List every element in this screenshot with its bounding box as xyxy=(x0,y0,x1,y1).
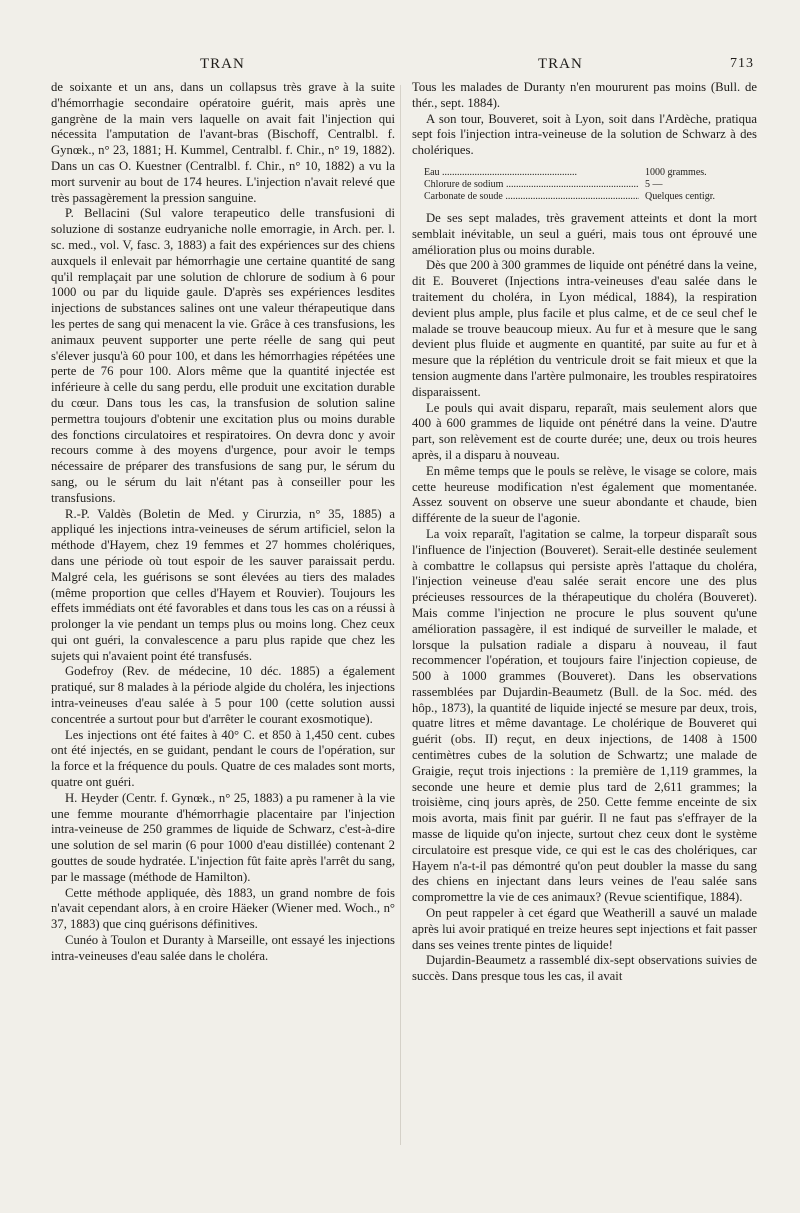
formula-row xyxy=(424,191,757,203)
paragraph: En même temps que le pouls se relève, le visage se colore, mais cette heureuse modification n'est également que momentanée. Assez souvent on observe une sueur abondante et chaude, bien différente de la sueur de l'agonie. xyxy=(412,463,757,526)
page-number: 713 xyxy=(730,56,754,71)
formula-item: Eau ..... xyxy=(424,167,639,179)
paragraph: Les injections ont été faites à 40° C. et 850 à 1,450 cent. cubes ont été injectés, en se guidant, pendant le cours de l'opération, sur la force et la fréquence du pouls. Quatre de ces malades sont morts, quatre ont guéri. xyxy=(51,727,395,790)
formula-table xyxy=(424,167,757,203)
paragraph: On peut rappeler à cet égard que Weatherill a sauvé un malade après lui avoir pratiqué en treize heures sept injections et fait passer dans ses veines trente pintes de liquide! xyxy=(412,906,757,952)
paragraph: Cette méthode appliquée, dès 1883, un grand nombre de fois n'avait cependant alors, à en croire Häeker (Wiener med. Woch., n° 37, 1883) que cinq guérisons définitives. xyxy=(51,885,395,932)
running-head-right: TRAN xyxy=(538,56,583,72)
paragraph: La voix reparaît, l'agitation se calme, la torpeur disparaît sous l'influence de l'injection (Bouveret). Serait-elle destinée seulement à combattre le collapsus qui persiste après l'attaque du choléra, l'injection veineuse d'eau salée serait encore une des plus précieuses ressources de la thérapeutique du choléra (Bouveret). Mais comme l'injection ne procure le plus souvent qu'une amélioration passagère, il est indiqué de surveiller le malade, et lorsque la pulsation radiale a disparu à nouveau, il faut recommencer l'opération, et toujours faire l'injection copieuse, de 500 à 1000 grammes (Bouveret). Dans les observations rassemblées par Dujardin-Beaumetz (Bull. de la Soc. méd. des hôp., 1873), la quantité de liquide injecté se mesure par deux, trois, quatre litres et même davantage. Le cholérique de Bouveret qui guérit (obs. II) reçut, en deux injections, de 1408 à 1500 centimètres cubes de la solution de Schwartz; une malade de Graigie, reçut trois injections : la première de 1,119 grammes, la seconde une heure et demie plus tard de 2,611 grammes; la troisième, cinq jours après, de 250. Cette femme enceinte de six mois avorta, mais finit par guérir. Il ne faut pas s'effrayer de la masse de liquide qu'on injecte, surtout chez ceux dont le système circulatoire est presque vide, ce qui est le cas des cholériques, car Hayem n'a-t-il pas démontré qu'on peut doubler la masse du sang des chiens en injectant dans leurs veines de l'eau salée sans compromettre la vie de ces animaux? (Revue scientifique, 1884). xyxy=(412,526,757,905)
formula-qty: Quelques centigr. xyxy=(645,190,715,202)
formula-row xyxy=(424,167,757,179)
formula-qty: 5 — xyxy=(645,178,663,190)
paragraph: Le pouls qui avait disparu, reparaît, mais seulement alors que 400 à 600 grammes de liquide ont pénétré dans la veine. D'autre part, son relèvement est de courte durée; une, deux ou trois heures après, il a disparu à nouveau. xyxy=(412,400,757,462)
paragraph: Cunéo à Toulon et Duranty à Marseille, ont essayé les injections intra-veineuses d'eau salée dans le choléra. xyxy=(51,933,395,963)
paragraph: Dès que 200 à 300 grammes de liquide ont pénétré dans la veine, dit E. Bouveret (Injections intra-veineuses d'eau salée dans le traitement du choléra, in Lyon médical, 1884), la respiration devient plus ample, plus facile et plus calme, et de ce seul chef le malade se trouve beaucoup mieux. Au fur et à mesure que le sang devient plus fluide et augmente en quantité, par suite au fur et à mesure que la réplétion du ventricule droit se fait mieux et que la tension augmente dans l'artère pulmonaire, les troubles respiratoires disparaissent. xyxy=(412,258,757,399)
formula-qty: 1000 grammes. xyxy=(645,166,707,178)
paragraph: A son tour, Bouveret, soit à Lyon, soit dans l'Ardèche, pratiqua sept fois l'injection intra-veineuse de la solution de Schwarz à des cholériques. xyxy=(412,111,757,158)
running-head-left: TRAN xyxy=(200,56,245,72)
formula-row xyxy=(424,179,757,191)
paragraph: De ses sept malades, très gravement atteints et dont la mort semblait inévitable, un seul a guéri, mais tous ont éprouvé une amélioration plus ou moins durable. xyxy=(412,210,757,257)
formula-item: Carbonate de soude ..... xyxy=(424,191,639,203)
paragraph: Dujardin-Beaumetz a rassemblé dix-sept observations suivies de succès. Dans presque tous les cas, il avait xyxy=(412,953,757,984)
paragraph: de soixante et un ans, dans un collapsus très grave à la suite d'hémorrhagie secondaire opératoire guérit, mais après une gangrène de la main vers laquelle on avait fait l'injection qui nécessita l'amputation de l'avant-bras (Bischoff, Centralbl. f. Gynœk., n° 23, 1881; H. Kummel, Centralbl. f. Chir., n° 19, 1882). Dans un cas O. Kuestner (Centralbl. f. Chir., n° 10, 1882) a vu la mort survenir au bout de 174 heures. L'injection n'avait relevé que très passagèrement la pression sanguine. xyxy=(51,80,395,205)
paragraph: H. Heyder (Centr. f. Gynœk., n° 25, 1883) a pu ramener à la vie une femme mourante d'hémorrhagie placentaire par l'injection intra-veineuse de 250 grammes de liquide de Schwarz, c'est-à-dire une solution de sel marin (6 pour 1000 d'eau distillée) contenant 2 gouttes de soude hydratée. L'injection fût faite après l'arrêt du sang, par le massage (méthode de Hamilton). xyxy=(51,790,395,884)
paragraph: Godefroy (Rev. de médecine, 10 déc. 1885) a également pratiqué, sur 8 malades à la période algide du choléra, les injections intra-veineuses d'eau salée à 5 pour 100 (cette solution aussi concentrée a surtout pour but d'arrêter le courant exosmotique). xyxy=(51,664,395,726)
formula-item: Chlorure de sodium ..... xyxy=(424,179,639,191)
paragraph: P. Bellacini (Sul valore terapeutico delle transfusioni di soluzione di sostanze eudryaniche nolle emorragie, in Arch. per. l. sc. med., vol. V, fasc. 3, 1883) a fait des expériences sur des chiens auxquels il enlevait par hémorrhagie une certaine quantité de sang qu'il remplaçait par une solution de chlorure de sodium à 6 pour 1000 ou par du liquide gaule. D'après ses expériences lesdites injections de substances salines ont une valeur thérapeutique dans les pertes de sang qui menacent la vie. Grâce à ces transfusions, les animaux peuvent supporter une perte réelle de sang qui peut s'élever jusqu'à 60 pour 100, et dans les hémorrhagies répétées une perte de 76 pour 100. Alors même que la quantité injectée est inférieure à celle du sang perdu, elle produit une excitation durable du cœur. Dans tous les cas, la transfusion de solution saline permettra toujours d'obtenir une excitation plus ou moins durable des fonctions circulatoires et respiratoires. On devra donc y avoir recours comme à des moyens d'urgence, pour avoir le temps nécessaire de préparer des transfusions de sang pur, le sérum du sang, ou le sérum du lait n'étant pas à conseiller pour les transfusions. xyxy=(51,206,395,505)
right-column xyxy=(412,80,757,985)
paragraph: Tous les malades de Duranty n'en moururent pas moins (Bull. de thér., sept. 1884). xyxy=(412,80,757,110)
column-divider xyxy=(400,85,401,1145)
paragraph: R.-P. Valdès (Boletin de Med. y Cirurzia, n° 35, 1885) a appliqué les injections intra-veineuses de sérum artificiel, selon la méthode d'Hayem, chez 19 femmes et 27 hommes cholériques, dans une période où tout espoir de les sauver paraissait perdu. Malgré cela, les guérisons se sont élevées au tiers des malades (même proportion que celles d'Hayem et Rouvier). Toujours les effets immédiats ont été favorables et dans tous les cas on a réussi à prolonger la vie pendant un temps plus ou moins long. Chez ceux qui ont guéri, la convalescence a paru plus rapide que chez les sujets qui n'avaient point été transfusés. xyxy=(51,506,395,663)
left-column xyxy=(51,80,395,965)
